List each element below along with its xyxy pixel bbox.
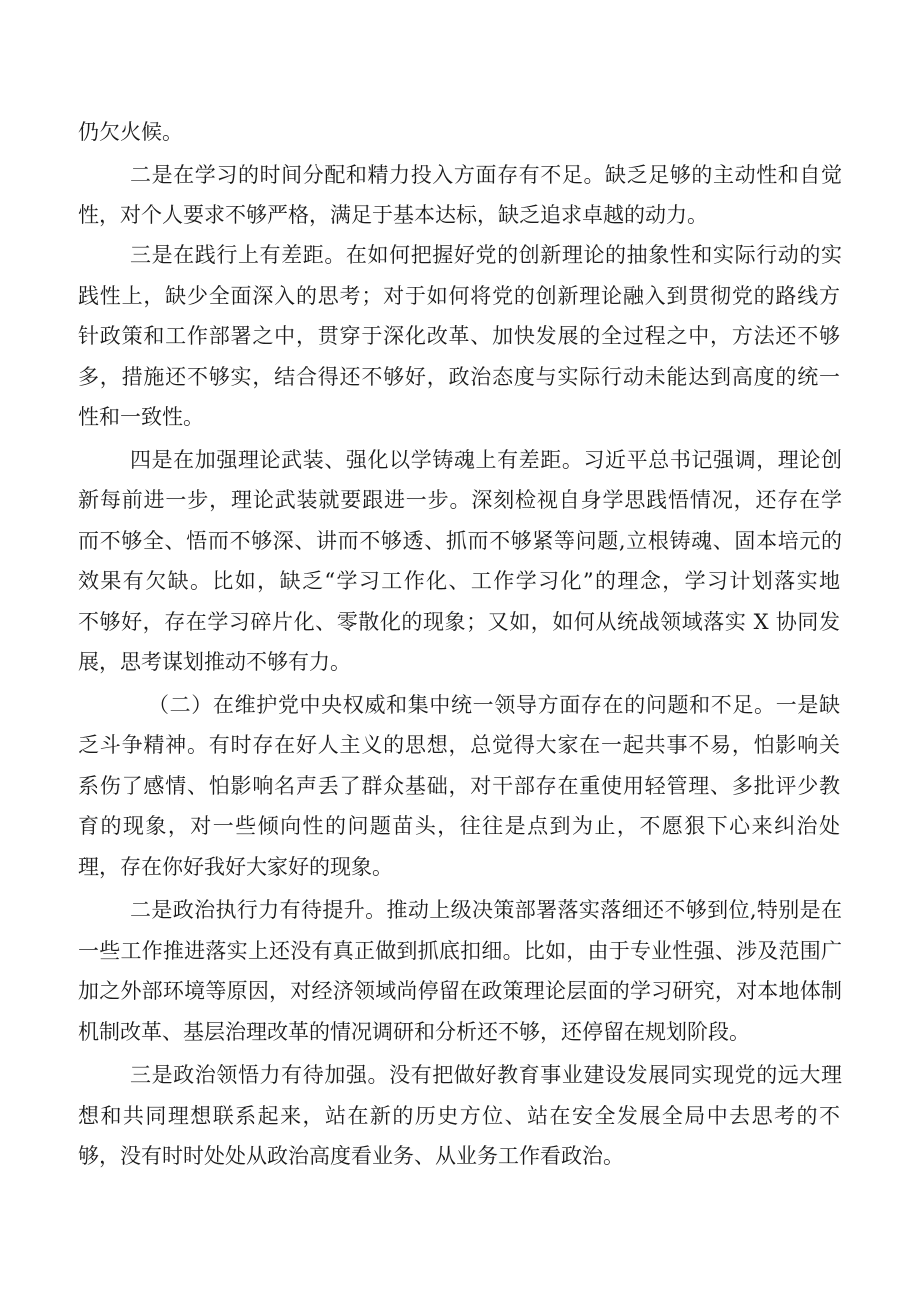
text-line: 不够好，存在学习碎片化、零散化的现象；又如，如何从统战领域落实 X 协同发 (78, 610, 840, 634)
text-line: 展，思考谋划推动不够有力。 (78, 650, 351, 674)
text-line: 新每前进一步，理论武装就要跟进一步。深刻检视自身学思践悟情况，还存在学 (78, 488, 842, 512)
text-line: 育的现象，对一些倾向性的问题苗头，往往是点到为止，不愿狠下心来纠治处 (78, 814, 840, 838)
text-line: 二是在学习的时间分配和精力投入方面存有不足。缺乏足够的主动性和自觉 (130, 163, 842, 187)
text-line: 理，存在你好我好大家好的现象。 (78, 855, 393, 879)
text-line: 性和一致性。 (78, 405, 204, 429)
text-line: 三是政治领悟力有待加强。没有把做好教育事业建设发展同实现党的远大理 (130, 1063, 842, 1087)
text-line: 仍欠火候。 (78, 120, 183, 144)
text-line: 系伤了感情、怕影响名声丢了群众基础，对干部存在重使用轻管理、多批评少教 (78, 774, 840, 798)
text-line: 够，没有时时处处从政治高度看业务、从业务工作看政治。 (78, 1144, 624, 1168)
text-line: 针政策和工作部署之中，贯穿于深化改革、加快发展的全过程之中，方法还不够 (78, 324, 840, 348)
text-line: （二）在维护党中央权威和集中统一领导方面存在的问题和不足。一是缺 (148, 693, 840, 717)
text-line: 机制改革、基层治理改革的情况调研和分析还不够，还停留在规划阶段。 (78, 1020, 750, 1044)
text-line: 一些工作推进落实上还没有真正做到抓底扣细。比如，由于专业性强、涉及范围广 (78, 939, 842, 963)
text-line: 践性上，缺少全面深入的思考；对于如何将党的创新理论融入到贯彻党的路线方 (78, 284, 840, 308)
text-line: 效果有欠缺。比如，缺乏“学习工作化、工作学习化”的理念，学习计划落实地 (78, 569, 840, 593)
text-line: 多，措施还不够实，结合得还不够好，政治态度与实际行动未能达到高度的统一 (78, 365, 840, 389)
text-line: 加之外部环境等原因，对经济领域尚停留在政策理论层面的学习研究，对本地体制 (78, 979, 842, 1003)
text-line: 而不够全、悟而不够深、讲而不够透、抓而不够紧等问题,立根铸魂、固本培元的 (78, 529, 842, 553)
text-line: 四是在加强理论武装、强化以学铸魂上有差距。习近平总书记强调，理论创 (130, 448, 842, 472)
text-line: 乏斗争精神。有时存在好人主义的思想，总觉得大家在一起共事不易，怕影响关 (78, 733, 840, 757)
text-line: 想和共同理想联系起来，站在新的历史方位、站在安全发展全局中去思考的不 (78, 1104, 840, 1128)
text-line: 三是在践行上有差距。在如何把握好党的创新理论的抽象性和实际行动的实 (130, 243, 842, 267)
text-line: 二是政治执行力有待提升。推动上级决策部署落实落细还不够到位,特别是在 (130, 898, 842, 922)
text-line: 性，对个人要求不够严格，满足于基本达标，缺乏追求卓越的动力。 (78, 203, 708, 227)
